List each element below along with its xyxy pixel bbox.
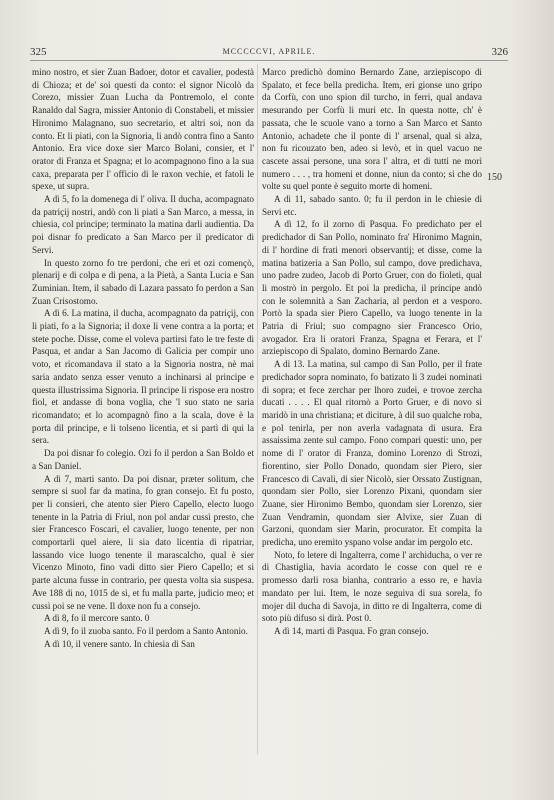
right-paragraph: A dì 11, sabado santo. 0; fu il perdon in le chiesie di Servi etc. xyxy=(262,194,482,217)
left-paragraph: A dì 9, fo il zuoba santo. Fo il perdom a Santo Antonio. xyxy=(44,625,248,636)
margin-folio-number: 150 xyxy=(487,172,502,183)
left-paragraph: Da poi disnar fo colegio. Ozi fo il perdon a San Boldo et a San Daniel. xyxy=(32,448,254,471)
right-paragraph: Marco predichò domino Bernardo Zane, arziepiscopo di Spalato, et fece bella predicha. Item, eri gionse uno gripo da Corfù, con uno spion dil turcho, in ferri, qual andava mesurando per Corfù li muri etc. In questa notte, ch' è passata, che le scuole vano a torno a San Marco et Santo Antonio, achadete che il ponte di l' arsenal, qual si alza, non fu ricouzato ben, adeo si levò, et in quel vacuo ne cascete assai persone, una sora l' altra, et di tutti ne morì numero . . . , tra homeni et donne, niun da conto; si che do volte su quel ponte è seguito morte di homeni. xyxy=(262,67,482,192)
page-header xyxy=(30,46,508,60)
left-paragraph: A dì 10, il venere santo. In chiesia di San xyxy=(44,638,195,649)
right-paragraph: A dì 14, marti di Pasqua. Fo gran consejo. xyxy=(274,625,429,636)
right-paragraph: A dì 12, fo il zorno di Pasqua. Fo predichato per el predichador di San Pollo, nominato fra' Hironimo Magnin, di l' hordine di frati menori observantij; et disse, come la matina batizeria a San Pollo, sul campo, dove predichava, uno padre zudeo, Jacob di Porto Gruer, con do fioleti, qual li mostrò in pergolo. Et poi la predicha, il principe andò con le solemnità a San Zacharia, al perdon et a vesporo. Portò la spada sier Piero Capello, va luogo tenente in la Patria di Friul; suo compagno sier Francesco Orio, avogador. Era li oratori Franza, Spagna et Ferara, et l' arziepiscopo di Spalato, domino Bernardo Zane. xyxy=(262,219,482,357)
page-number-right: 326 xyxy=(491,46,508,58)
left-paragraph: A dì 7, marti santo. Da poi disnar, præter solitum, che sempre si suol far da matina, fo gran consejo. Et fu posto, per li consieri, che atento sier Piero Capello, electo luogo tenente in la Patria di Friul, non pol andar cussì presto, che sier Francesco Foscari, el cavalier, luogo tenente, per non comportarli quel aiere, li sia dato licentia di ripatriar, lassando vice luogo tenente il marascalcho, qual è sier Vicenzo Minoto, fino vadi ditto sier Piero Capello; et si parte alcuna fusse in contrario, per questa volta sia suspesa. Ave 188 di no, 1015 de sì, et fu malla parte, judicio meo; et cussì poi se ne vene. Il doxe non fu a consejo. xyxy=(32,473,254,611)
left-paragraph: A dì 6. La matina, il ducha, acompagnato da patriçij, con li piati, fo a la Signoria; il doxe li vene contra a la porta; et stete poche. Disse, come el voleva partirsi fato le tre feste di Pasqua, et andar a San Jacomo di Galicia per compir uno voto, et ricomandava il stato a la Signoria nostra, nè mai saria andato senza esser venuto a inchinarsi al principe e questa illustrissima Signoria. Il principe li rispose era nostro fiol, et andasse di bona voglia, che 'l suo stato ne saria ricomandato; et lo acompagnò fino a la scala, dove è la porta dil principe, e li tolseno licentia, et si partì di qui la sera. xyxy=(32,308,254,446)
right-column xyxy=(262,66,482,638)
left-paragraph: A dì 8, fo il mercore santo. 0 xyxy=(44,613,150,624)
running-title: MCCCCCVI, APRILE. xyxy=(222,47,316,56)
page-number-left: 325 xyxy=(30,46,47,58)
right-paragraph: Noto, fo letere di Ingalterra, come l' archiducha, o ver re di Chastiglia, havia acordato le cosse con quel re e promesso darli rosa bianha, contrario a esso re, e havia mandato per lui. Item, le noze seguiva di sua sorela, fo mojer dil ducha di Savoja, in ditto re di Ingalterra, come di soto più difuso si dirà. Post 0. xyxy=(262,549,482,624)
left-paragraph: mino nostro, et sier Zuan Badoer, dotor et cavalier, podestà di Chioza; et de' soi questi da conto: el signor Nicolò da Corezo, missier Zuan Lucha da Pontremolo, el conte Ranaldo dal Sagra, missier Antonio di Constabeli, et missier Hironimo Malagnano, suo secretario, et altri soi, non da conto. Et li piati, con la Signoria, li andò contra fino a Santo Antonio. Era vice doxe sier Marco Bolani, consier, et l' orator di Franza et Spagna; et lo acompagnono fino a la sua caxa, preparata per l' officio di le raxon vechie, et fatoli le spexe, ut supra. xyxy=(32,67,254,192)
left-paragraph: In questo zorno fo tre perdoni, che eri et ozi començò, plenarij e di colpa e di pena, a la Pietà, a Santa Lucia e San Zuminian. Item, il sabado di Lazara passato fo perdon a San Zuan Crisostomo. xyxy=(32,257,254,306)
header-rule xyxy=(30,60,508,61)
left-column xyxy=(32,66,254,650)
column-divider xyxy=(257,64,258,754)
left-paragraph: A dì 5, fo la domenega di l' oliva. Il ducha, acompagnato da patriçij nostri, andò con li piati a San Marco, a messa, in chiesia, col principe; terminato la matina darli audientia. Da poi disnar fo predicato a San Marco per il predicator di Servi. xyxy=(32,194,254,255)
right-paragraph: A dì 13. La matina, sul campo di San Pollo, per il frate predichador sopra nominato, fo batizato li 3 zudei nominati di sopra; et fece zerchar per lhoro zudei, e trovoe zercha ducati . . . . El qual ritornò a Porto Gruer, e di novo si maridò in una christiana; et diciture, à dil suo qualche roba, e pol tenirla, per non averla vadagnata di usura. Era assaissima zente sul campo. Fono compari questi: uno, per nome di l' orator di Franza, domino Lorenzo di Strozi, fiorentino, sier Pollo Donado, quondam sier Piero, sier Francesco di Cavali, di sier Nicolò, sier Orssato Zustignan, quondam sier Pollo, sier Lorenzo Pixani, quondam sier Zuane, sier Hironimo Bembo, quondam sier Lorenzo, sier Zuan Vendramin, quondam sier Alvixe, sier Zuan di Garzoni, quondam sier Marin, procurator. Et compita la predicha, uno eremito yspano volse andar im pergolo etc. xyxy=(262,359,482,548)
